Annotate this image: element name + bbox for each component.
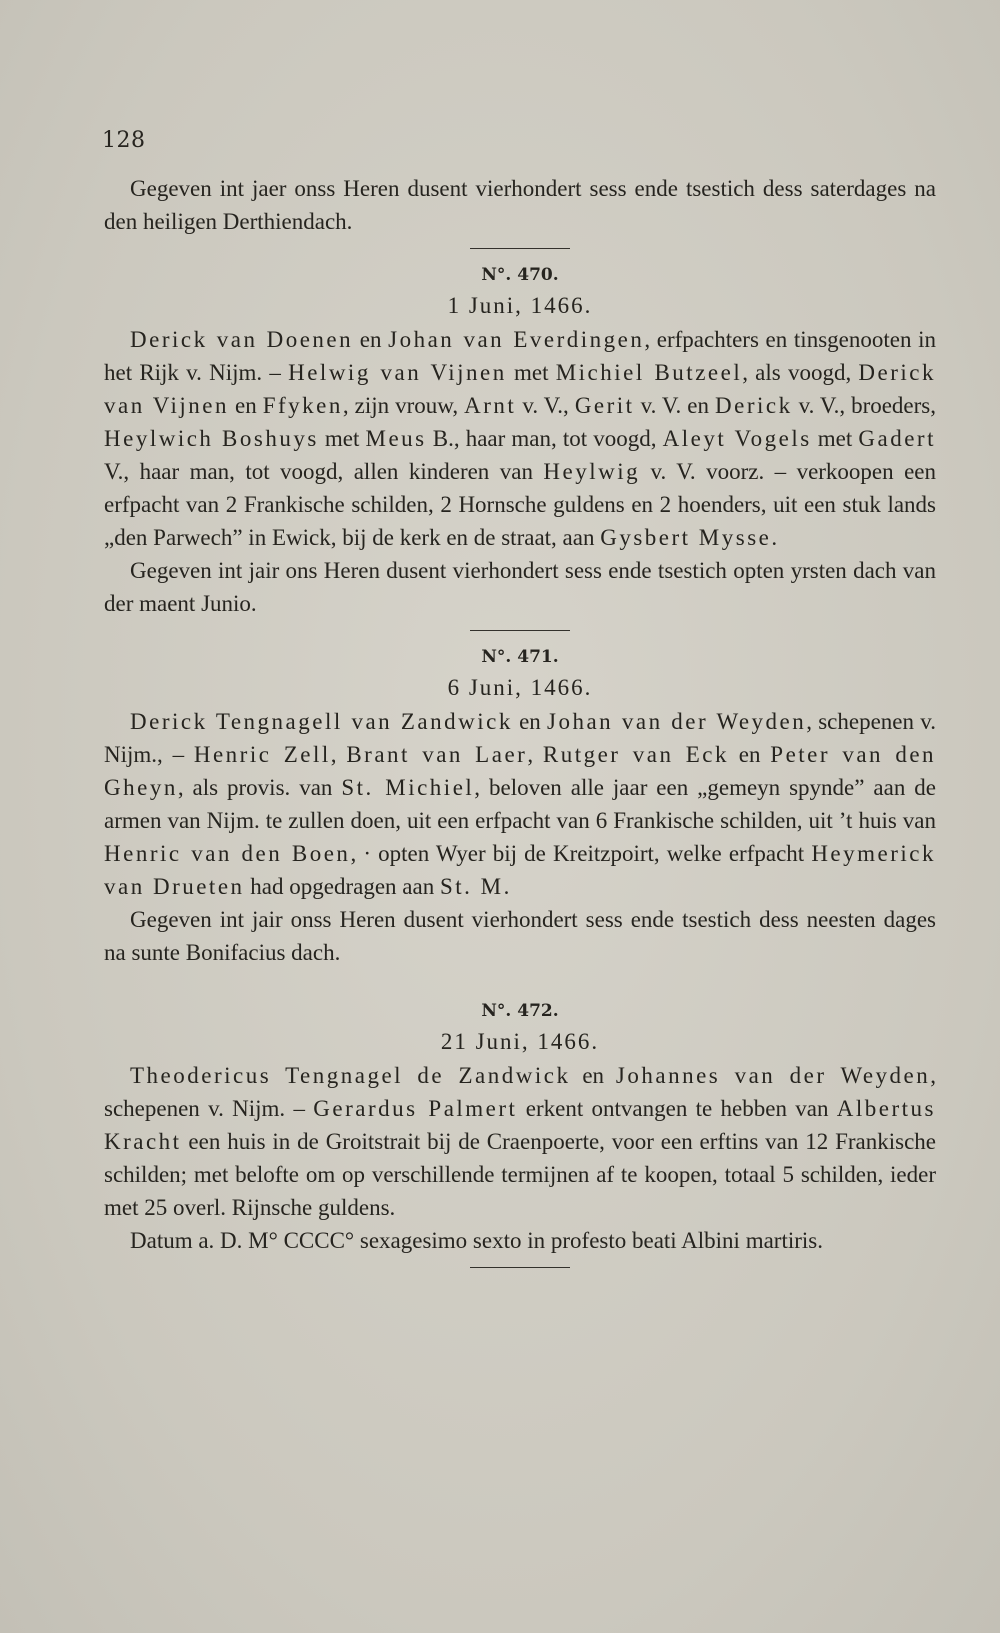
- body-text: had opgedragen aan: [244, 874, 440, 899]
- body-text: , schepenen v. Nijm. –: [104, 1063, 936, 1121]
- spaced-name: Henric Zell: [193, 742, 331, 767]
- entry-470: [104, 261, 936, 620]
- section-divider: [470, 248, 570, 249]
- spaced-name: Brant van Laer: [346, 742, 528, 767]
- spaced-name: Ffyken: [262, 393, 343, 418]
- entry-closing: Gegeven int jair ons Heren dusent vierhondert sess ende tsestich opten yrsten dach van der maent Junio.: [104, 558, 936, 616]
- spaced-name: Derick: [715, 393, 793, 418]
- entry-date: 21 Juni, 1466.: [440, 1029, 600, 1054]
- entry-number: N°. 471.: [481, 647, 559, 667]
- body-text: en: [353, 327, 389, 352]
- entry-date: 1 Juni, 1466.: [447, 293, 593, 318]
- body-text: , als provis. van: [177, 775, 342, 800]
- spaced-name: Derick Tengnagell van Zandwick: [130, 709, 513, 734]
- spaced-name: Johannes van der Weyden: [615, 1063, 931, 1088]
- entry-471: [104, 643, 936, 969]
- body-text: ,: [330, 742, 347, 767]
- entry-number: N°. 472.: [481, 1001, 559, 1021]
- body-text: B., haar man, tot voogd,: [426, 426, 663, 451]
- spaced-name: Theodericus Tengnagel de Zandwick: [130, 1063, 571, 1088]
- spaced-name: Gysbert Mysse: [600, 525, 772, 550]
- spaced-name: Henric van den Boen: [104, 841, 351, 866]
- body-text: , als voogd,: [742, 360, 859, 385]
- body-text: v. V.,: [516, 393, 575, 418]
- entry-closing: Gegeven int jair onss Heren dusent vierhondert sess ende tsestich dess neesten dages na sunte Bonifacius dach.: [104, 907, 936, 965]
- body-text: v. V. voorz. – verkoopen een erfpacht van 2 Frankische schilden, 2 Hornsche guldens en 2 hoenders, uit een stuk lands „den Parwech” in Ewick, bij de kerk en de straat, aan: [104, 459, 936, 550]
- entry-body: [104, 1059, 936, 1224]
- entry-date: 6 Juni, 1466.: [447, 675, 593, 700]
- entry-472: [104, 997, 936, 1257]
- spaced-name: Heymerick van Drueten: [104, 841, 936, 899]
- spaced-name: Johan van der Weyden: [547, 709, 807, 734]
- spaced-name: Arnt: [464, 393, 517, 418]
- spaced-name: Helwig van Vijnen: [288, 360, 507, 385]
- body-text: v. V., broeders,: [792, 393, 937, 418]
- spaced-name: Heylwich Boshuys: [104, 426, 319, 451]
- spaced-name: Aleyt Vogels: [662, 426, 812, 451]
- body-text: V., haar man, tot voogd, allen kinderen van: [104, 459, 544, 484]
- spaced-name: Derick van Vijnen: [104, 360, 936, 418]
- spaced-name: Meus: [365, 426, 427, 451]
- body-text: met: [811, 426, 859, 451]
- body-text: en: [729, 742, 771, 767]
- spaced-name: Rutger van Eck: [542, 742, 729, 767]
- page-number: 128: [102, 128, 146, 153]
- body-text: en: [512, 709, 547, 734]
- spaced-name: Michiel Butzeel: [555, 360, 743, 385]
- body-text: ,: [527, 742, 543, 767]
- body-text: , · opten Wyer bij de Kreitzpoirt, welke erfpacht: [350, 841, 812, 866]
- body-text: en: [570, 1063, 616, 1088]
- body-text: .: [771, 525, 778, 550]
- body-text: , erfpachters en tinsgenooten in het Rijk v. Nijm. –: [104, 327, 936, 385]
- spaced-name: Peter van den Gheyn: [104, 742, 937, 800]
- entry-closing: Datum a. D. M° CCCC° sexagesimo sexto in profesto beati Albini martiris.: [130, 1228, 823, 1253]
- intro-paragraph: Gegeven int jaer onss Heren dusent vierhondert sess ende tsestich dess saterdages na den heiligen Derthiendach.: [104, 176, 936, 234]
- spaced-name: Gadert: [858, 426, 936, 451]
- section-divider: [470, 1267, 570, 1268]
- spaced-name: St. M.: [439, 874, 512, 899]
- page-content: [104, 172, 936, 1280]
- spaced-name: Johan van Everdingen: [388, 327, 645, 352]
- body-text: v. V. en: [634, 393, 716, 418]
- spaced-name: Albertus Kracht: [104, 1096, 936, 1154]
- spaced-name: Derick van Doenen: [130, 327, 354, 352]
- body-text: , schepenen v. Nijm., –: [104, 709, 936, 767]
- body-text: erkent ontvangen te hebben van: [517, 1096, 837, 1121]
- entry-body: [104, 323, 936, 554]
- body-text: een huis in de Groitstrait bij de Craenpoerte, voor een erftins van 12 Frankische schilden; met belofte om op verschillende termijnen af te koopen, totaal 5 schilden, ieder met 25 overl. Rijnsche guldens.: [104, 1129, 936, 1220]
- entry-number: N°. 470.: [481, 265, 559, 285]
- body-text: en: [229, 393, 263, 418]
- spaced-name: Heylwig: [543, 459, 641, 484]
- body-text: , beloven alle jaar een „gemeyn spynde” aan de armen van Nijm. te zullen doen, uit een erfpacht van 6 Frankische schilden, uit ’t huis van: [104, 775, 936, 833]
- spaced-name: Gerardus Palmert: [313, 1096, 518, 1121]
- spaced-name: St. Michiel: [341, 775, 475, 800]
- body-text: met: [318, 426, 366, 451]
- section-divider: [470, 630, 570, 631]
- spaced-name: Gerit: [574, 393, 635, 418]
- body-text: , zijn vrouw,: [342, 393, 465, 418]
- entry-body: [104, 705, 936, 903]
- body-text: met: [506, 360, 556, 385]
